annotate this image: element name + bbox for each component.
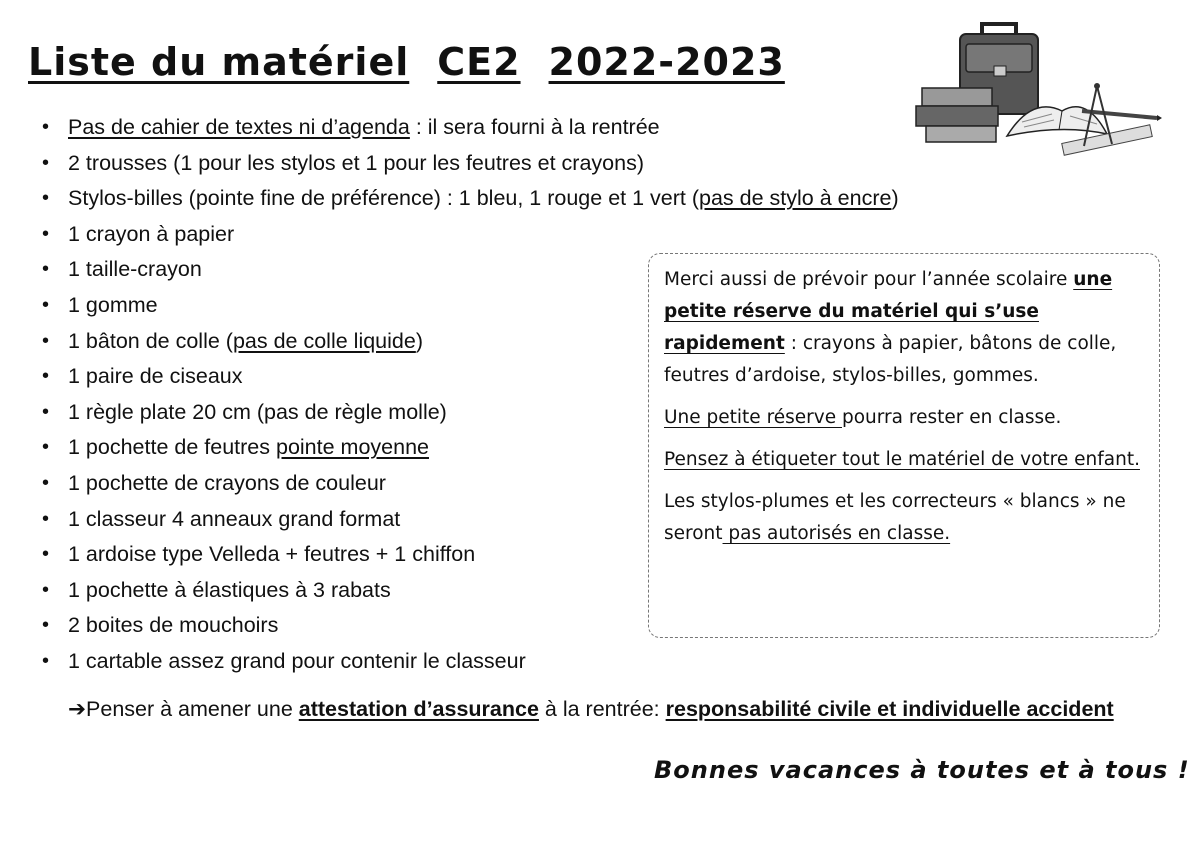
list-item: • 2 boites de mouchoirs xyxy=(68,608,1128,644)
list-item: • 1 classeur 4 anneaux grand format xyxy=(68,502,1128,538)
list-item: • 1 pochette de crayons de couleur xyxy=(68,466,1128,502)
list-item: • 2 trousses (1 pour les stylos et 1 pour les feutres et crayons) xyxy=(68,146,1128,182)
list-item: • 1 pochette à élastiques à 3 rabats xyxy=(68,573,1128,609)
title-grade: CE2 xyxy=(437,40,521,84)
list-item: • 1 paire de ciseaux xyxy=(68,359,1128,395)
forbidden-items-paragraph: Les stylos-plumes et les correcteurs « blancs » ne seront pas autorisés en classe. xyxy=(664,491,1126,544)
labeling-paragraph: Pensez à étiqueter tout le matériel de votre enfant. xyxy=(664,449,1140,470)
list-item: • 1 ardoise type Velleda + feutres + 1 chiffon xyxy=(68,537,1128,573)
list-item: • Stylos-billes (pointe fine de préférence) : 1 bleu, 1 rouge et 1 vert (pas de stylo à encre) xyxy=(68,181,1128,217)
list-item: • 1 bâton de colle (pas de colle liquide) xyxy=(68,324,1128,360)
title-year: 2022-2023 xyxy=(548,40,785,84)
page-title xyxy=(28,40,785,84)
reserve-info-box xyxy=(648,253,1160,638)
insurance-note: ➔Penser à amener une attestation d’assurance à la rentrée: responsabilité civile et individuelle accident xyxy=(68,697,1114,721)
title-text: Liste du matériel xyxy=(28,40,410,84)
list-item: • 1 pochette de feutres pointe moyenne xyxy=(68,430,1128,466)
list-item: • 1 taille-crayon xyxy=(68,252,1128,288)
list-item: • 1 gomme xyxy=(68,288,1128,324)
reserve-paragraph: Merci aussi de prévoir pour l’année scolaire une petite réserve du matériel qui s’use rapidement : crayons à papier, bâtons de colle, feutres d’ardoise, stylos-billes, gommes. xyxy=(664,269,1117,386)
list-item: • Pas de cahier de textes ni d’agenda : il sera fourni à la rentrée xyxy=(68,110,1128,146)
list-item: • 1 règle plate 20 cm (pas de règle molle) xyxy=(68,395,1128,431)
classroom-reserve-paragraph: Une petite réserve pourra rester en classe. xyxy=(664,407,1062,428)
list-item: • 1 crayon à papier xyxy=(68,217,1128,253)
closing-message: Bonnes vacances à toutes et à tous ! xyxy=(654,756,1190,784)
arrow-icon: ➔ xyxy=(68,697,87,721)
list-item: • 1 cartable assez grand pour contenir le classeur xyxy=(68,644,1128,680)
